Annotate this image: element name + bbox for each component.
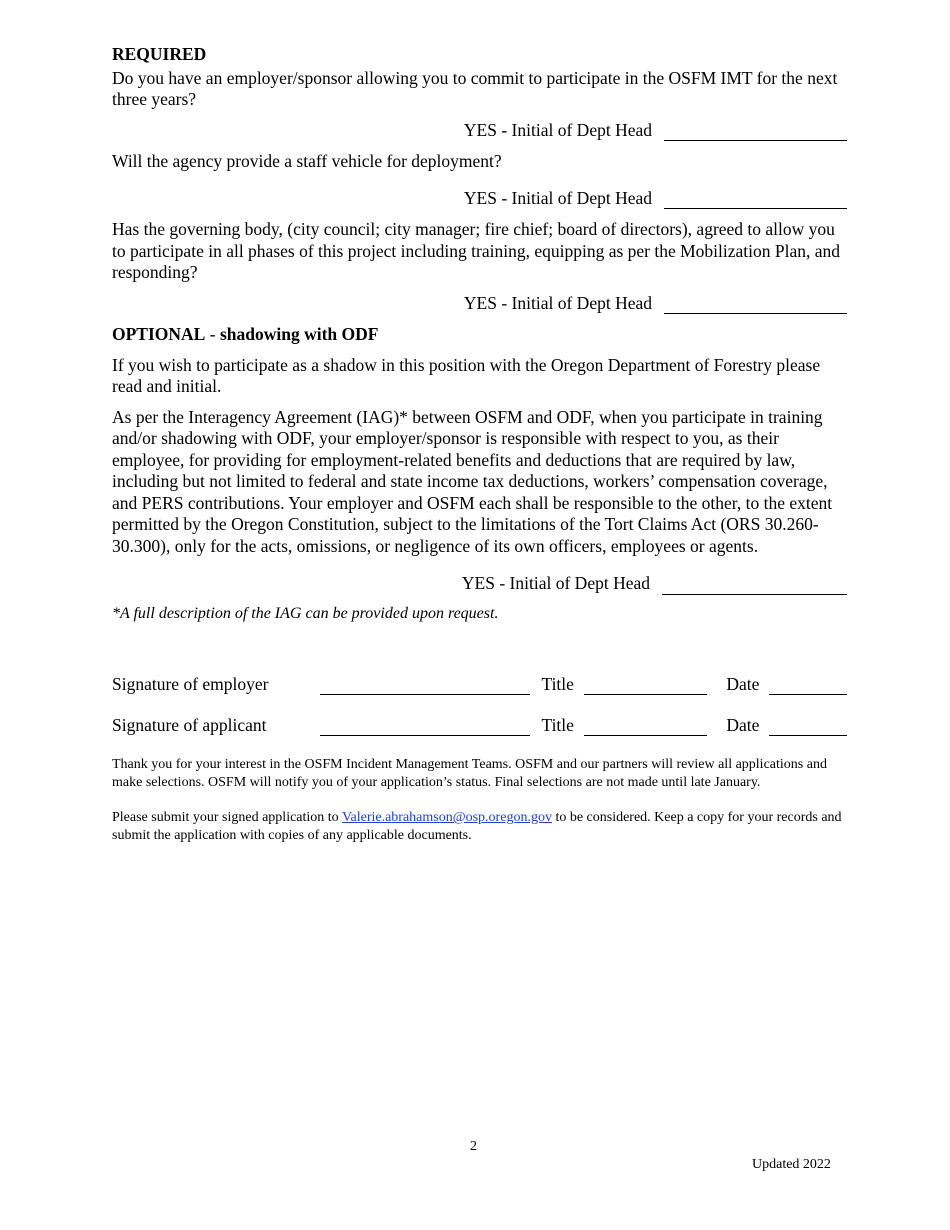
question-governing-body: Has the governing body, (city council; city manager; fire chief; board of directors), agreed to allow you to participate in all phases of this project including training, equipping as per the Mobilization Plan, and responding? — [112, 219, 841, 282]
initial-row-4 — [112, 573, 847, 595]
applicant-date-line[interactable] — [769, 717, 847, 736]
initial-row-3 — [112, 293, 847, 315]
initial-label-2: YES - Initial of Dept Head — [463, 187, 652, 208]
email-link[interactable]: Valerie.abrahamson@osp.oregon.gov — [341, 810, 552, 825]
initial-row-2 — [112, 188, 847, 210]
document-page — [112, 44, 847, 845]
initial-line-3[interactable] — [664, 295, 847, 314]
optional-heading-sep: - — [205, 324, 220, 344]
employer-date-line[interactable] — [769, 676, 847, 695]
initial-label-1: YES - Initial of Dept Head — [463, 119, 652, 140]
submit-text-before: Please submit your signed application to — [112, 810, 342, 825]
page-number: 2 — [470, 1139, 477, 1154]
initial-label-3: YES - Initial of Dept Head — [463, 292, 652, 313]
employer-signature-line[interactable] — [320, 676, 529, 695]
question-staff-vehicle: Will the agency provide a staff vehicle for deployment? — [112, 151, 502, 171]
question-employer-sponsor: Do you have an employer/sponsor allowing you to commit to participate in the OSFM IMT for the next three years? — [112, 67, 838, 109]
iag-footnote: *A full description of the IAG can be provided upon request. — [112, 604, 499, 622]
applicant-signature-row — [112, 712, 847, 736]
initial-row-1 — [112, 120, 847, 142]
updated-note: Updated 2022 — [752, 1157, 831, 1172]
optional-intro: If you wish to participate as a shadow in this position with the Oregon Department of Forestry please read and initial. — [112, 354, 821, 396]
initial-line-2[interactable] — [664, 190, 847, 209]
employer-title-line[interactable] — [584, 676, 707, 695]
applicant-title-label: Title — [541, 714, 574, 735]
employer-signature-row — [112, 671, 847, 695]
applicant-date-label: Date — [726, 714, 760, 735]
submit-instructions — [112, 809, 847, 845]
employer-date-label: Date — [726, 673, 760, 694]
thank-you-text: Thank you for your interest in the OSFM Incident Management Teams. OSFM and our partners will review all applications and make selections. OSFM will notify you of your application’s status. Final selections are not made until late January. — [112, 757, 827, 790]
applicant-signature-line[interactable] — [320, 717, 529, 736]
initial-line-1[interactable] — [664, 122, 847, 141]
initial-label-4: YES - Initial of Dept Head — [461, 573, 650, 593]
applicant-title-line[interactable] — [584, 717, 707, 736]
initial-line-4[interactable] — [662, 576, 847, 595]
applicant-signature-label: Signature of applicant — [112, 714, 267, 735]
optional-heading-bold: OPTIONAL — [112, 324, 206, 344]
employer-signature-label: Signature of employer — [112, 673, 269, 694]
optional-heading — [112, 324, 847, 346]
employer-title-label: Title — [541, 673, 574, 694]
submit-text-after: to be considered. Keep a copy for your records and submit the application with copies of any applicable documents. — [112, 810, 842, 843]
required-heading: REQUIRED — [112, 44, 207, 64]
optional-heading-rest: shadowing with ODF — [219, 324, 379, 344]
interagency-agreement-text: As per the Interagency Agreement (IAG)* between OSFM and ODF, when you participate in training and/or shadowing with ODF, your employer/sponsor is responsible with respect to you, as their employee, for providing for employment-related benefits and deductions that are required by law, including but not limited to federal and state income tax deductions, workers’ compensation coverage, and PERS contributions. Your employer and OSFM each shall be responsible to the other, to the extent permitted by the Oregon Constitution, subject to the limitations of the Tort Claims Act (ORS 30.260-30.300), only for the acts, omissions, or negligence of its own officers, employees or agents. — [112, 406, 833, 556]
